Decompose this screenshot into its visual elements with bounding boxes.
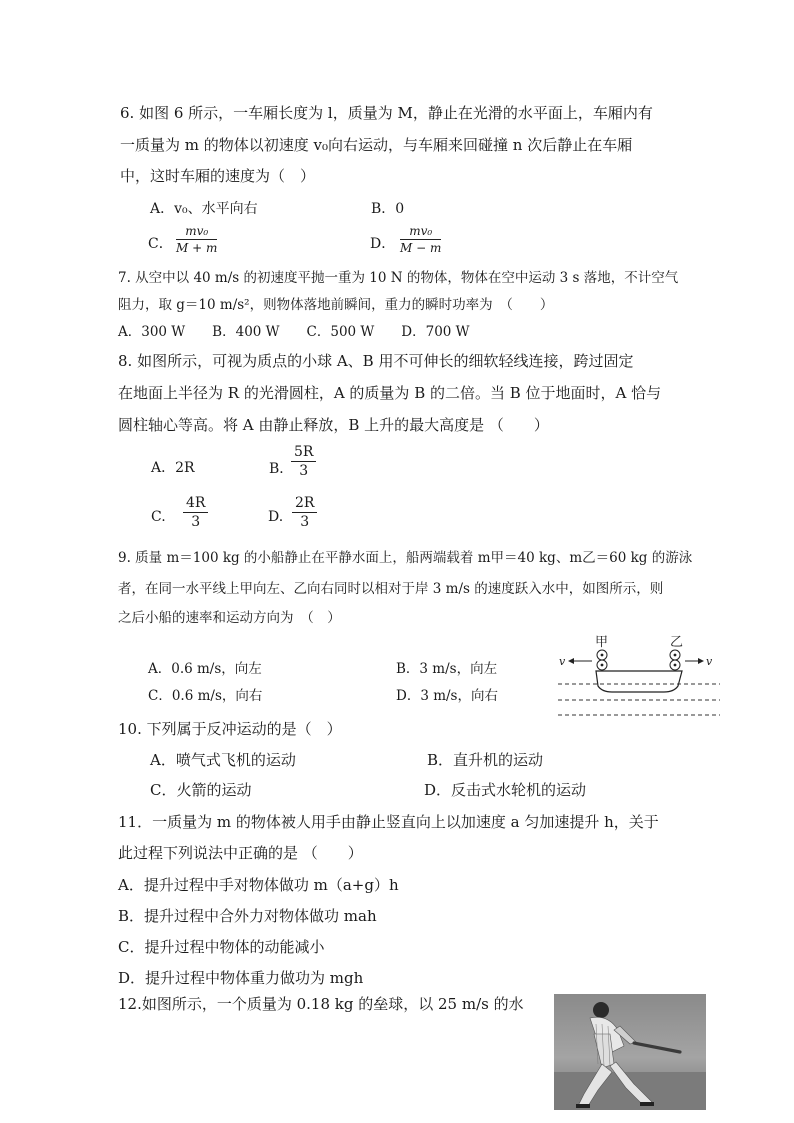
figure-label-jia: 甲	[595, 635, 609, 650]
q8-option-b-fraction	[291, 444, 316, 479]
q10-stem: 10. 下列属于反冲运动的是（ ）	[118, 720, 342, 738]
q10-option-d: D．反击式水轮机的运动	[424, 781, 587, 799]
boat-swimmers-figure	[556, 632, 722, 720]
q11-option-a: A．提升过程中手对物体做功 m（a+g）h	[118, 876, 399, 894]
q6-option-b: B．0	[371, 201, 405, 217]
q11-option-c: C．提升过程中物体的动能减小	[118, 938, 325, 956]
q8-line1: 8. 如图所示，可视为质点的小球 A、B 用不可伸长的细软轻线连接，跨过固定	[118, 352, 634, 370]
velocity-arrow-left	[559, 655, 592, 668]
q8-option-c-fraction	[183, 495, 208, 530]
q10-option-b: B．直升机的运动	[427, 751, 544, 769]
q8-option-d-numerator: 2R	[292, 495, 317, 513]
q8-line3: 圆柱轴心等高。将 A 由静止释放，B 上升的最大高度是 （ ）	[118, 416, 549, 434]
q9-option-d: D．3 m/s，向右	[396, 688, 498, 704]
q9-option-b: B．3 m/s，向左	[396, 661, 498, 677]
q6-option-d-numerator: mv₀	[400, 224, 441, 240]
q9-line2: 者，在同一水平线上甲向左、乙向右同时以相对于岸 3 m/s 的速度跃入水中，如图所示，则	[118, 581, 664, 597]
q8-option-a: A．2R	[151, 460, 195, 476]
q6-option-a: A．v₀、水平向右	[150, 201, 258, 217]
q6-option-d-label: D．	[370, 236, 396, 252]
velocity-label-left: v	[559, 655, 566, 668]
q8-option-c-numerator: 4R	[183, 495, 208, 513]
q8-option-c-label: C.	[151, 509, 166, 525]
q11-line2: 此过程下列说法中正确的是 （ ）	[118, 844, 363, 862]
batter-helmet	[593, 1002, 609, 1018]
q6-option-d-denominator: M − m	[400, 241, 442, 255]
q11-option-d: D．提升过程中物体重力做功为 mgh	[118, 969, 364, 987]
figure-label-yi: 乙	[670, 635, 684, 650]
q8-option-b-denominator: 3	[299, 463, 309, 479]
swimmer-yi	[670, 650, 680, 670]
q6-option-c-numerator: mv₀	[176, 224, 217, 240]
q8-line2: 在地面上半径为 R 的光滑圆柱，A 的质量为 B 的二倍。当 B 位于地面时，A 恰与	[118, 384, 662, 402]
q7-line1: 7. 从空中以 40 m/s 的初速度平抛一重为 10 N 的物体，物体在空中运动 3 s 落地，不计空气	[118, 270, 679, 286]
q8-option-b-numerator: 5R	[291, 444, 316, 462]
q6-line1: 6. 如图 6 所示，一车厢长度为 l，质量为 M，静止在光滑的水平面上，车厢内有	[120, 104, 653, 122]
q9-line1: 9. 质量 m＝100 kg 的小船静止在平静水面上，船两端载着 m甲＝40 kg、m乙＝60 kg 的游泳	[118, 550, 693, 566]
q11-option-b: B．提升过程中合外力对物体做功 mah	[118, 907, 377, 925]
q8-option-d-denominator: 3	[300, 514, 310, 530]
q7-line2: 阻力，取 g＝10 m/s²，则物体落地前瞬间，重力的瞬时功率为 （ ）	[118, 297, 554, 313]
q11-line1: 11．一质量为 m 的物体被人用手由静止竖直向上以加速度 a 匀加速提升 h，关于	[118, 813, 659, 831]
velocity-label-right: v	[706, 655, 713, 668]
q10-option-a: A．喷气式飞机的运动	[150, 751, 296, 769]
q8-option-b-label: B．	[269, 461, 294, 477]
q6-option-c-label: C．	[148, 236, 173, 252]
q9-option-a: A．0.6 m/s，向左	[148, 661, 262, 677]
q10-option-c: C．火箭的运动	[150, 781, 252, 799]
velocity-arrow-right	[685, 655, 713, 668]
q6-option-c-denominator: M + m	[176, 241, 218, 255]
q7-options: A．300 W B．400 W C．500 W D．700 W	[118, 324, 470, 340]
q6-line3: 中，这时车厢的速度为（ ）	[120, 167, 316, 185]
q6-option-c-fraction	[176, 224, 217, 255]
q9-option-c: C．0.6 m/s，向右	[148, 688, 263, 704]
boat-hull	[596, 671, 682, 692]
q8-option-c-denominator: 3	[191, 514, 201, 530]
q12-line1: 12.如图所示，一个质量为 0.18 kg 的垒球，以 25 m/s 的水	[118, 995, 524, 1013]
q6-line2: 一质量为 m 的物体以初速度 v₀向右运动，与车厢来回碰撞 n 次后静止在车厢	[120, 136, 633, 154]
baseball-batter-photo	[554, 994, 706, 1110]
q9-line3: 之后小船的速率和运动方向为 （ ）	[118, 610, 341, 626]
batter-illustration	[554, 994, 706, 1110]
q6-option-d-fraction	[400, 224, 441, 255]
q8-option-d-label: D.	[268, 509, 284, 525]
swimmer-jia	[597, 650, 607, 670]
q8-option-d-fraction	[292, 495, 317, 530]
